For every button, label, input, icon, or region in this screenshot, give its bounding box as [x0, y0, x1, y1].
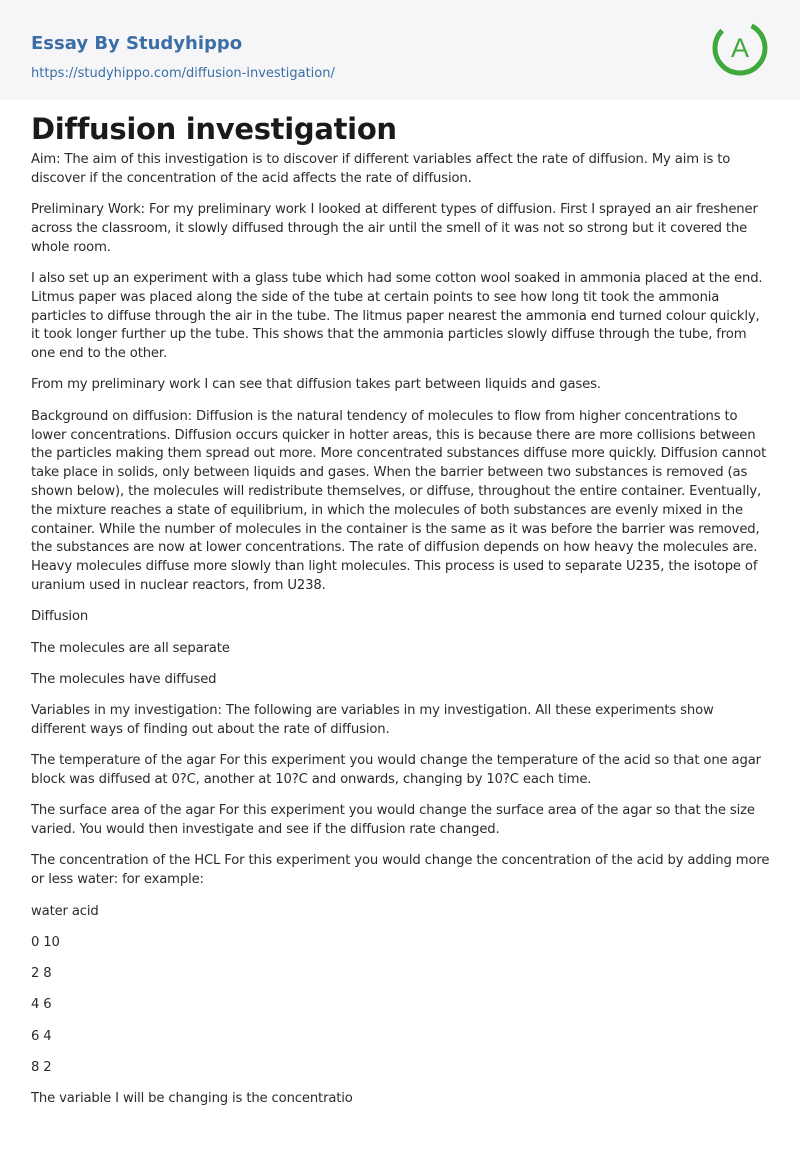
essay-body	[31, 151, 771, 1122]
table-header-line: water acid	[31, 903, 99, 919]
paragraph-concentration: The concentration of the HCL For this experiment you would change the concentration of the acid by adding more or less water: for example:	[31, 853, 770, 888]
logo-letter: A	[730, 33, 750, 63]
paragraph-diffused-label: The molecules have diffused	[31, 671, 217, 687]
paragraph-surface-area: The surface area of the agar For this experiment you would change the surface area of the agar so that the size varied. You would then investigate and see if the diffusion rate changed.	[31, 803, 755, 838]
paragraph-separate-label: The molecules are all separate	[31, 640, 230, 656]
page-header	[0, 0, 800, 100]
table-row: 2 8	[31, 966, 52, 982]
paragraph-variables: Variables in my investigation: The following are variables in my investigation. All these experiments show different ways of finding out about the rate of diffusion.	[31, 703, 714, 737]
brand-link[interactable]: Essay By Studyhippo	[31, 33, 243, 54]
table-row: 0 10	[31, 934, 60, 950]
paragraph-preliminary-work: Preliminary Work: For my preliminary work I looked at different types of diffusion. First I sprayed an air freshener across the classroom, it slowly diffused through the air until the smell of it was not so strong but it covered the whole room.	[31, 202, 758, 255]
table-row: 6 4	[31, 1028, 52, 1044]
studyhippo-logo-icon[interactable]	[710, 14, 772, 82]
table-row: 4 6	[31, 997, 52, 1013]
paragraph-truncated: The variable I will be changing is the concentratio	[31, 1091, 353, 1107]
paragraph-ammonia-experiment: I also set up an experiment with a glass tube which had some cotton wool soaked in ammonia placed at the end. Litmus paper was placed along the side of the tube at certain points to see how long tit took the ammonia particles to diffuse through the air in the tube. The litmus paper nearest the ammonia end turned colour quickly, it took longer further up the tube. This shows that the ammonia particles slowly diffuse through the tube, from one end to the other.	[31, 270, 763, 362]
paragraph-temperature: The temperature of the agar For this experiment you would change the temperature of the acid so that one agar block was diffused at 0?C, another at 10?C and onwards, changing by 10?C each time.	[31, 753, 761, 788]
source-url-link[interactable]: https://studyhippo.com/diffusion-investigation/	[31, 66, 335, 81]
page-title: Diffusion investigation	[31, 112, 397, 146]
paragraph-background: Background on diffusion: Diffusion is the natural tendency of molecules to flow from higher concentrations to lower concentrations. Diffusion occurs quicker in hotter areas, this is because there are more collisions between the particles making them spread out more. More concentrated substances diffuse more quickly. Diffusion cannot take place in solids, only between liquids and gases. When the barrier between two substances is removed (as shown below), the molecules will redistribute themselves, or diffuse, throughout the entire container. Eventually, the mixture reaches a state of equilibrium, in which the molecules of both substances are evenly mixed in the container. While the number of molecules in the container is the same as it was before the barrier was removed, the substances are now at lower concentrations. The rate of diffusion depends on how heavy the molecules are. Heavy molecules diffuse more slowly than light molecules. This process is used to separate U235, the isotope of uranium used in nuclear reactors, from U238.	[31, 408, 767, 593]
paragraph-diffusion-label: Diffusion	[31, 609, 89, 625]
paragraph-aim: Aim: The aim of this investigation is to discover if different variables affect the rate of diffusion. My aim is to discover if the concentration of the acid affects the rate of diffusion.	[31, 152, 731, 186]
table-row: 8 2	[31, 1059, 52, 1075]
paragraph-preliminary-conclusion: From my preliminary work I can see that diffusion takes part between liquids and gases.	[31, 377, 601, 393]
